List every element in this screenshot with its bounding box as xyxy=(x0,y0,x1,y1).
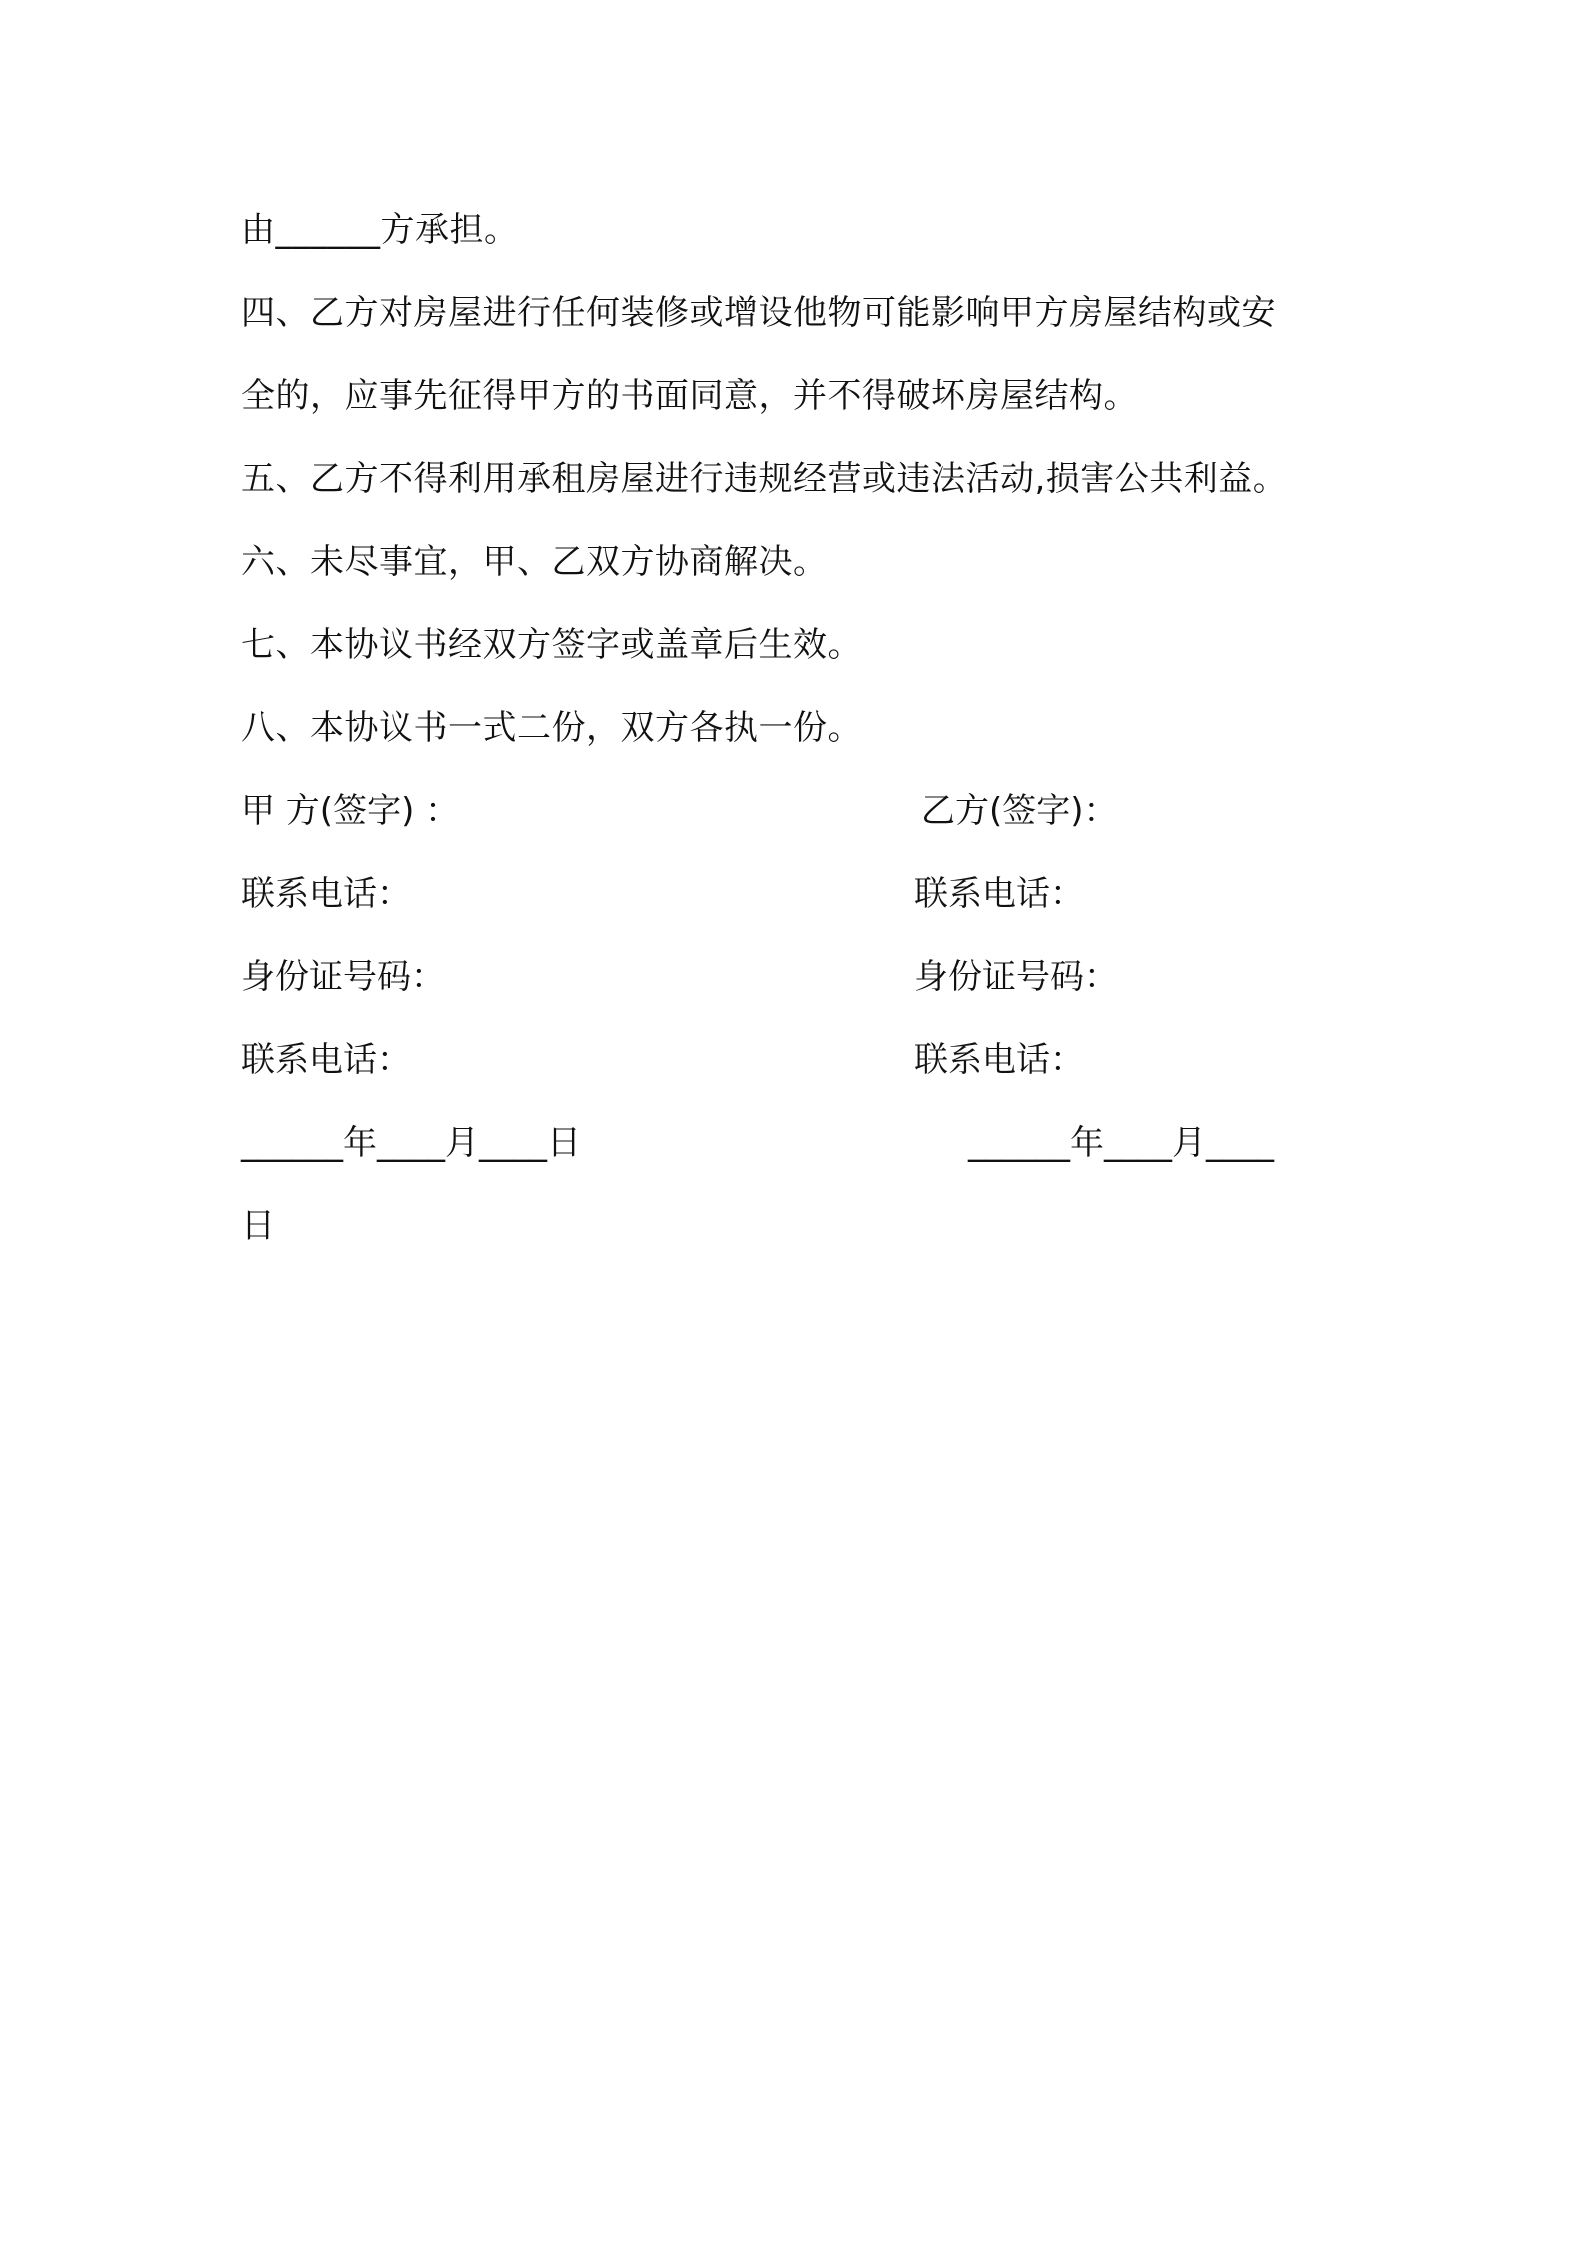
clause-four-line-1: 四、乙方对房屋进行任何装修或增设他物可能影响甲方房屋结构或安 xyxy=(241,293,1276,333)
party-b-id-label: 身份证号码： xyxy=(914,957,1118,997)
party-a-date: ______年____月____日 xyxy=(241,1123,581,1163)
party-a-phone-label: 联系电话： xyxy=(241,874,411,914)
paragraph-continuation: 由______方承担。 xyxy=(241,210,519,250)
clause-five: 五、乙方不得利用承租房屋进行违规经营或违法活动,损害公共利益。 xyxy=(241,459,1288,499)
party-b-date-day: 日 xyxy=(241,1206,276,1246)
party-a-id-label: 身份证号码： xyxy=(241,957,445,997)
party-b-phone2-label: 联系电话： xyxy=(914,1040,1084,1080)
party-b-signature-label: 乙方(签字)： xyxy=(921,791,1118,831)
party-b-date: ______年____月____ xyxy=(968,1123,1274,1163)
party-a-phone2-label: 联系电话： xyxy=(241,1040,411,1080)
clause-eight: 八、本协议书一式二份，双方各执一份。 xyxy=(241,708,862,748)
clause-seven: 七、本协议书经双方签字或盖章后生效。 xyxy=(241,625,862,665)
clause-six: 六、未尽事宜，甲、乙双方协商解决。 xyxy=(241,542,828,582)
party-a-signature-label: 甲 方(签字) ： xyxy=(241,791,460,831)
clause-four-line-2: 全的，应事先征得甲方的书面同意，并不得破坏房屋结构。 xyxy=(241,376,1138,416)
party-b-phone-label: 联系电话： xyxy=(914,874,1084,914)
